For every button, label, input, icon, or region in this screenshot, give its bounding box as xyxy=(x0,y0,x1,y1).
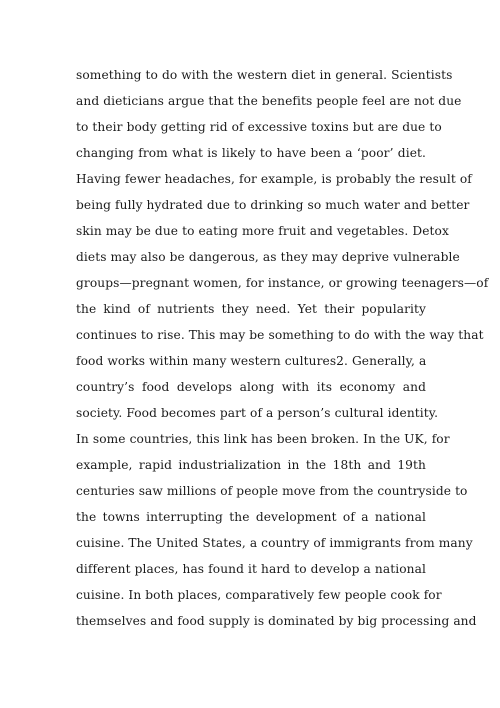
text-line: the towns interrupting the development of a national xyxy=(76,510,426,524)
text-line: food works within many western cultures2. Generally, a xyxy=(76,354,427,368)
text-line: country’s food develops along with its economy and xyxy=(76,380,426,394)
text-line: the kind of nutrients they need. Yet their popularity xyxy=(76,302,426,316)
text-line: themselves and food supply is dominated by big processing and xyxy=(76,614,477,628)
text-line: continues to rise. This may be something to do with the way that xyxy=(76,328,484,342)
text-line: groups—pregnant women, for instance, or growing teenagers—of xyxy=(76,276,489,290)
text-line: changing from what is likely to have been a ‘poor’ diet. xyxy=(76,146,426,160)
text-line: example, rapid industrialization in the 18th and 19th xyxy=(76,458,426,472)
text-line: Having fewer headaches, for example, is probably the result of xyxy=(76,172,472,186)
text-line: diets may also be dangerous, as they may deprive vulnerable xyxy=(76,250,460,264)
text-line: In some countries, this link has been broken. In the UK, for xyxy=(76,432,450,446)
text-line: society. Food becomes part of a person’s cultural identity. xyxy=(76,406,439,420)
text-line: to their body getting rid of excessive toxins but are due to xyxy=(76,120,442,134)
text-line: cuisine. The United States, a country of immigrants from many xyxy=(76,536,473,550)
text-line: cuisine. In both places, comparatively few people cook for xyxy=(76,588,442,602)
text-line: centuries saw millions of people move from the countryside to xyxy=(76,484,468,498)
text-line: skin may be due to eating more fruit and vegetables. Detox xyxy=(76,224,449,238)
text-line: different places, has found it hard to develop a national xyxy=(76,562,426,576)
text-line: and dieticians argue that the benefits people feel are not due xyxy=(76,94,462,108)
text-line: being fully hydrated due to drinking so much water and better xyxy=(76,198,470,212)
body-text xyxy=(76,62,489,634)
text-line: something to do with the western diet in general. Scientists xyxy=(76,68,453,82)
